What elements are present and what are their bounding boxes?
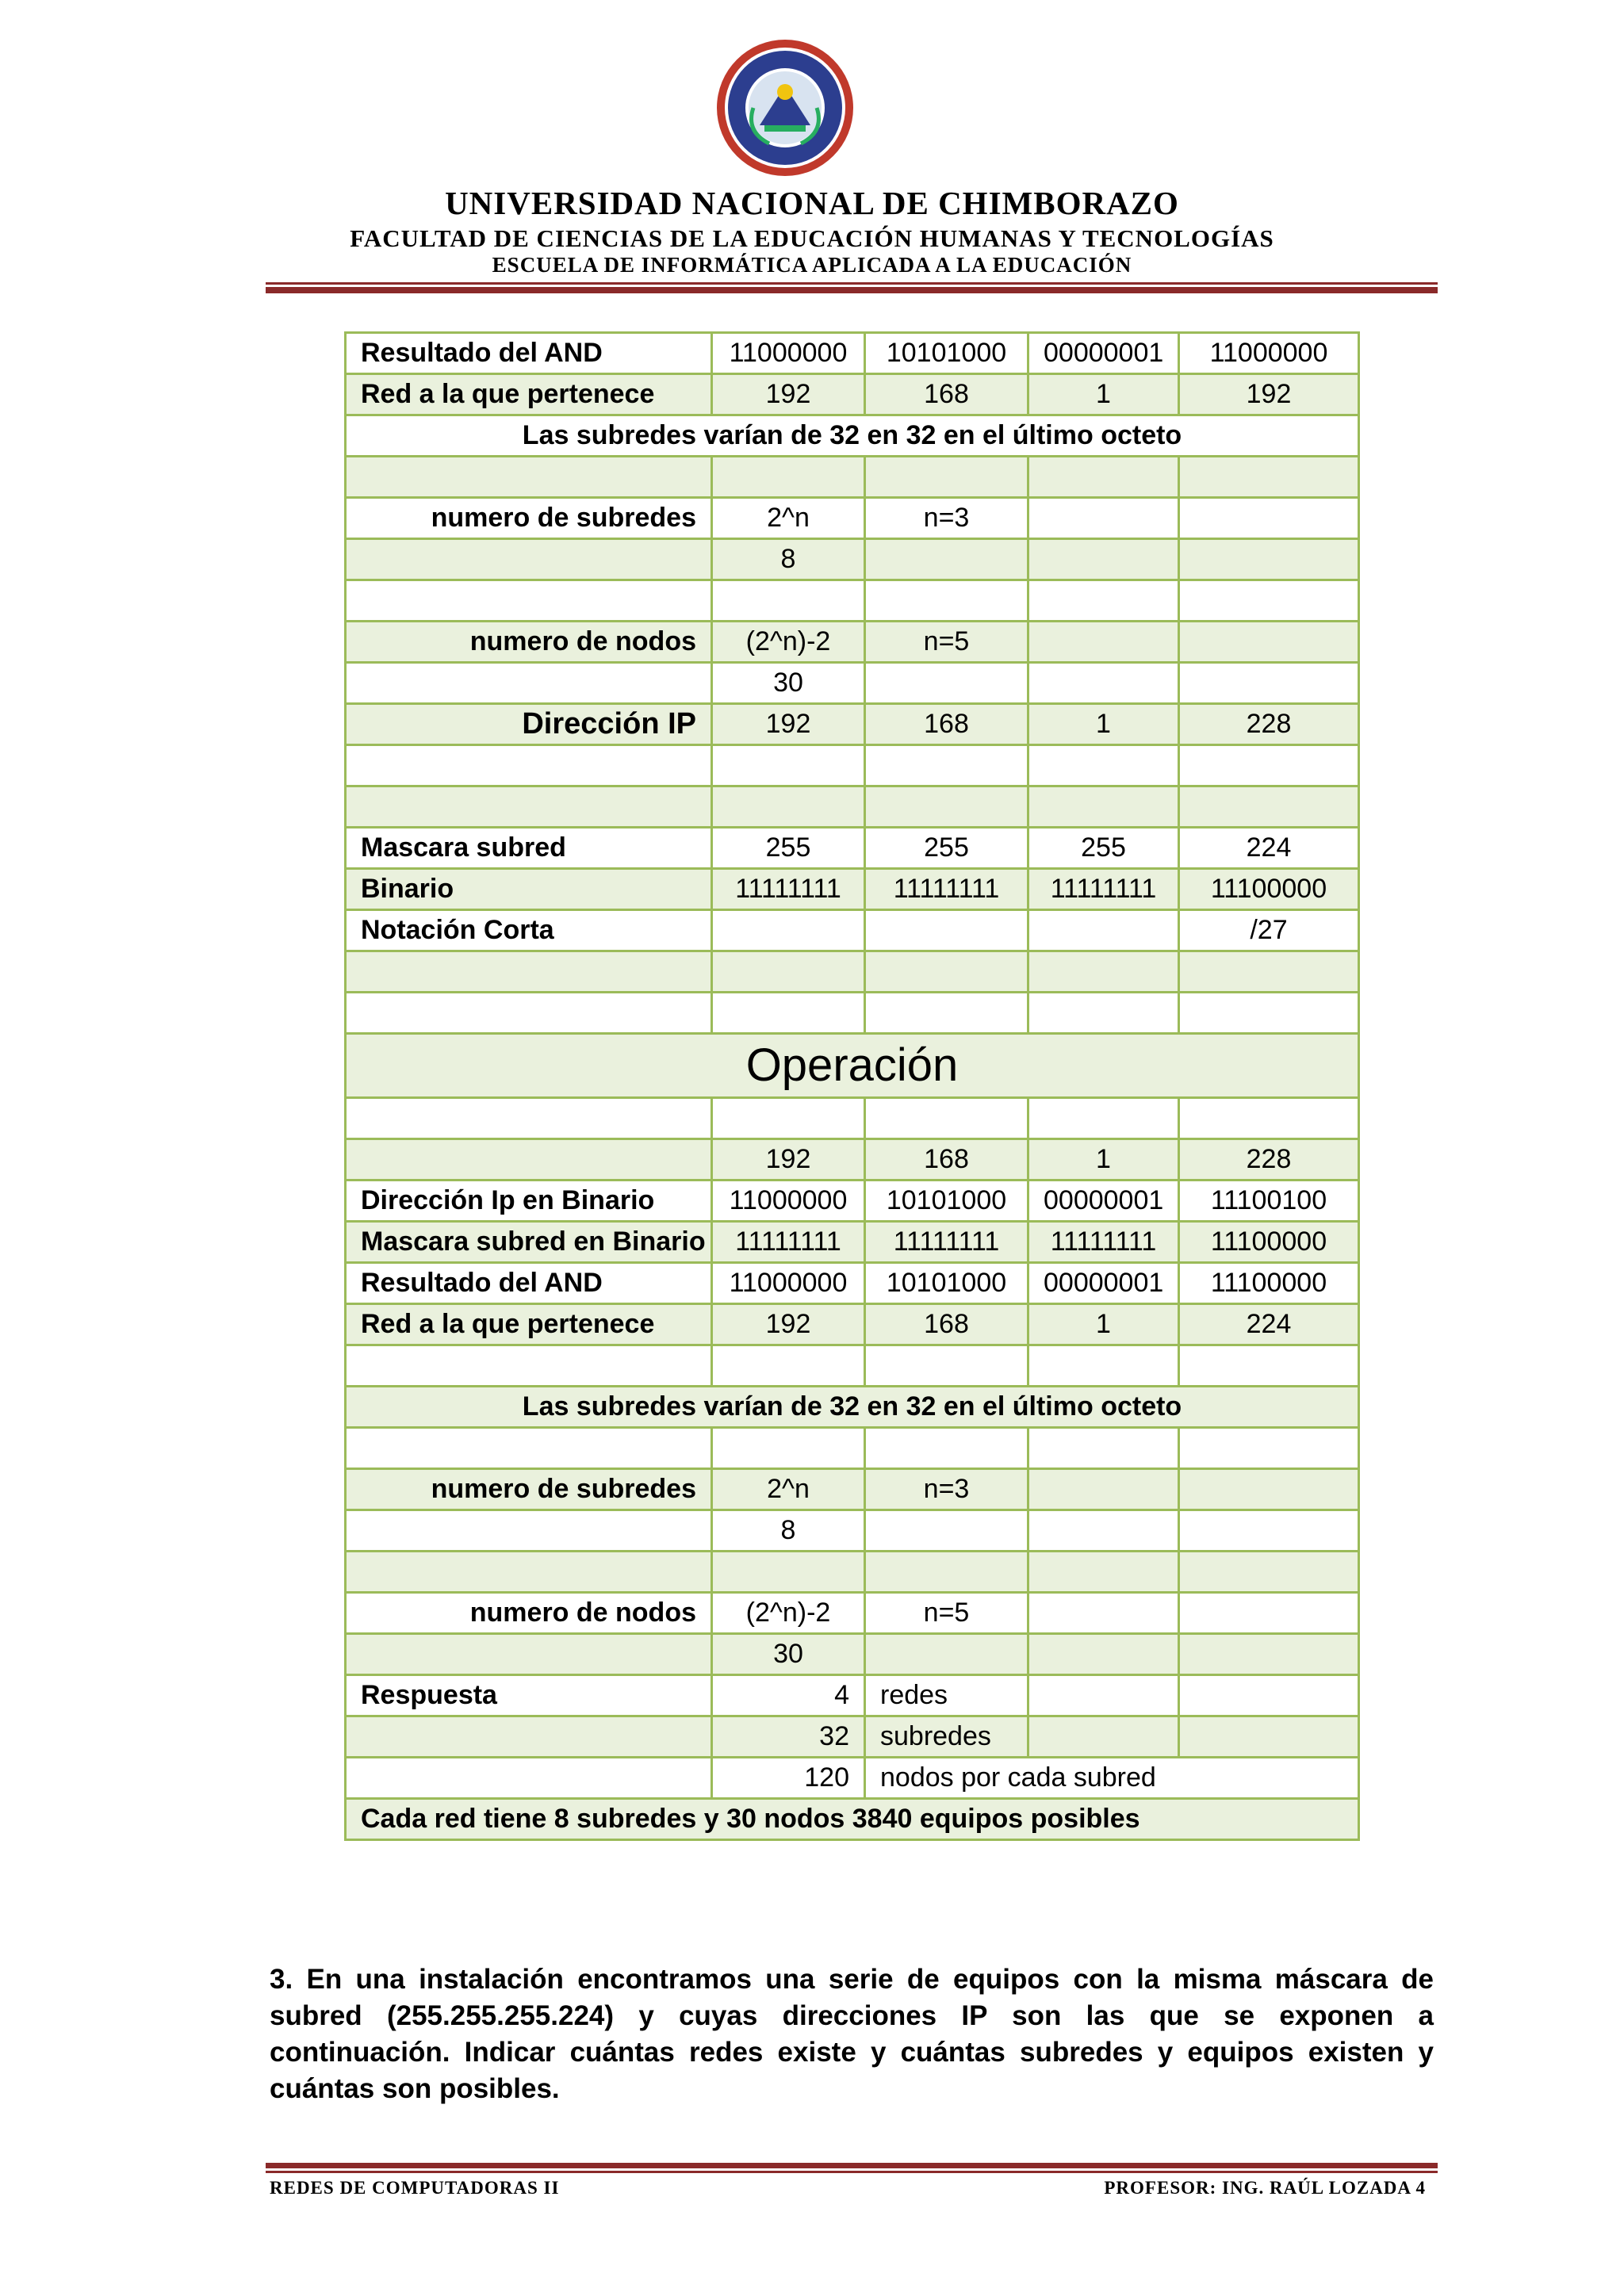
row-label: numero de subredes [346, 498, 712, 539]
table-row [346, 1428, 1359, 1469]
table-cell [1179, 1428, 1359, 1469]
table-cell [1028, 745, 1179, 786]
row-label [346, 1758, 712, 1799]
row-label [346, 580, 712, 622]
table-row [346, 333, 1359, 374]
table-cell: subredes [865, 1716, 1028, 1758]
table-cell [865, 910, 1028, 951]
table-cell: n=3 [865, 498, 1028, 539]
table-cell [865, 1428, 1028, 1469]
row-label [346, 786, 712, 828]
table-cell [1028, 622, 1179, 663]
table-note: Las subredes varían de 32 en 32 en el último octeto [346, 1387, 1359, 1428]
row-label: Respuesta [346, 1675, 712, 1716]
row-label: numero de nodos [346, 1593, 712, 1634]
row-label [346, 993, 712, 1034]
table-cell [712, 457, 865, 498]
table-row [346, 828, 1359, 869]
table-row [346, 1758, 1359, 1799]
table-row [346, 1799, 1359, 1840]
subnet-calculation-table [344, 331, 1360, 1841]
table-cell: 11100000 [1179, 869, 1359, 910]
table-cell [1028, 993, 1179, 1034]
school-name: ESCUELA DE INFORMÁTICA APLICADA A LA EDUCACIÓN [492, 253, 1132, 277]
table-row [346, 1469, 1359, 1510]
row-label [346, 663, 712, 704]
table-row [346, 580, 1359, 622]
table-cell [712, 951, 865, 993]
table-cell [865, 1345, 1028, 1387]
table-cell [865, 951, 1028, 993]
table-row [346, 704, 1359, 745]
table-cell [712, 1098, 865, 1139]
table-note: Cada red tiene 8 subredes y 30 nodos 3840 equipos posibles [346, 1799, 1359, 1840]
table-cell [1028, 1675, 1179, 1716]
table-row [346, 1304, 1359, 1345]
table-cell: 224 [1179, 1304, 1359, 1345]
table-cell [712, 1552, 865, 1593]
row-label [346, 1098, 712, 1139]
table-cell: 10101000 [865, 333, 1028, 374]
table-cell [1179, 457, 1359, 498]
university-name: UNIVERSIDAD NACIONAL DE CHIMBORAZO [445, 185, 1179, 221]
table-row [346, 1387, 1359, 1428]
table-row [346, 786, 1359, 828]
table-cell [712, 786, 865, 828]
table-cell: 255 [1028, 828, 1179, 869]
table-cell: 11100100 [1179, 1181, 1359, 1222]
table-cell [865, 539, 1028, 580]
table-cell [1179, 580, 1359, 622]
table-cell: 00000001 [1028, 1181, 1179, 1222]
header-rule-thick [266, 287, 1438, 293]
row-label: Red a la que pertenece [346, 1304, 712, 1345]
table-cell [1179, 993, 1359, 1034]
row-label [346, 1428, 712, 1469]
row-label [346, 457, 712, 498]
row-label: numero de subredes [346, 1469, 712, 1510]
row-label: Mascara subred [346, 828, 712, 869]
table-cell: 8 [712, 1510, 865, 1552]
table-cell: 192 [712, 1304, 865, 1345]
table-cell [1179, 498, 1359, 539]
table-cell [712, 580, 865, 622]
table-row [346, 1034, 1359, 1098]
table-row [346, 539, 1359, 580]
table-cell: redes [865, 1675, 1028, 1716]
table-row [346, 1181, 1359, 1222]
table-cell: 2^n [712, 1469, 865, 1510]
table-cell [1028, 1469, 1179, 1510]
table-cell: 120 [712, 1758, 865, 1799]
table-cell: 11100000 [1179, 1263, 1359, 1304]
table-cell: 11111111 [865, 1222, 1028, 1263]
table-cell [1179, 622, 1359, 663]
row-label [346, 1139, 712, 1181]
table-cell: 192 [712, 1139, 865, 1181]
table-cell [1179, 539, 1359, 580]
row-label: Dirección Ip en Binario [346, 1181, 712, 1222]
table-cell: 11100000 [1179, 1222, 1359, 1263]
table-cell: /27 [1179, 910, 1359, 951]
table-cell: 30 [712, 1634, 865, 1675]
table-cell: 168 [865, 1139, 1028, 1181]
table-row [346, 1263, 1359, 1304]
table-cell [865, 663, 1028, 704]
table-cell: n=3 [865, 1469, 1028, 1510]
table-cell: 1 [1028, 374, 1179, 415]
table-cell: 228 [1179, 1139, 1359, 1181]
table-cell: 4 [712, 1675, 865, 1716]
table-cell [865, 745, 1028, 786]
table-cell [1028, 663, 1179, 704]
table-cell: 11111111 [865, 869, 1028, 910]
table-cell [865, 786, 1028, 828]
table-cell [1179, 1098, 1359, 1139]
table-cell [865, 1510, 1028, 1552]
table-row [346, 745, 1359, 786]
table-cell: n=5 [865, 622, 1028, 663]
table-cell: 192 [1179, 374, 1359, 415]
table-cell: n=5 [865, 1593, 1028, 1634]
table-cell: 11111111 [1028, 869, 1179, 910]
table-cell: (2^n)-2 [712, 622, 865, 663]
table-cell [1028, 457, 1179, 498]
table-cell: 8 [712, 539, 865, 580]
table-cell: 255 [865, 828, 1028, 869]
table-row [346, 374, 1359, 415]
table-cell [712, 993, 865, 1034]
table-row [346, 951, 1359, 993]
table-row [346, 1593, 1359, 1634]
row-label: Resultado del AND [346, 333, 712, 374]
table-row [346, 1222, 1359, 1263]
table-row [346, 1675, 1359, 1716]
table-cell: 228 [1179, 704, 1359, 745]
table-cell [1028, 1716, 1179, 1758]
table-cell [1179, 1716, 1359, 1758]
table-cell: 168 [865, 704, 1028, 745]
exercise-3-question: 3. En una instalación encontramos una serie de equipos con la misma máscara de subred (255.255.255.224) y cuyas direcciones IP son las que se exponen a continuación. Indicar cuántas redes existe y cuántas subredes y equipos existen y cuántas son posibles. [270, 1964, 1434, 2104]
table-cell: 11000000 [712, 1263, 865, 1304]
table-cell [1028, 786, 1179, 828]
table-cell [1179, 786, 1359, 828]
table-row [346, 910, 1359, 951]
table-cell [865, 580, 1028, 622]
table-cell [1028, 498, 1179, 539]
footer-rule-thick [266, 2163, 1438, 2168]
table-cell: 1 [1028, 1304, 1179, 1345]
table-cell: 30 [712, 663, 865, 704]
table-cell [1028, 1552, 1179, 1593]
table-cell: 11000000 [712, 333, 865, 374]
table-cell: 10101000 [865, 1181, 1028, 1222]
table-cell: 00000001 [1028, 1263, 1179, 1304]
table-note: Las subredes varían de 32 en 32 en el último octeto [346, 415, 1359, 457]
table-cell [712, 910, 865, 951]
table-row [346, 1552, 1359, 1593]
table-row [346, 1098, 1359, 1139]
table-cell: 10101000 [865, 1263, 1028, 1304]
table-cell [1028, 1593, 1179, 1634]
table-cell [1028, 951, 1179, 993]
table-cell: nodos por cada subred [865, 1758, 1359, 1799]
table-row [346, 1634, 1359, 1675]
course-name: REDES DE COMPUTADORAS II [270, 2178, 560, 2198]
row-label [346, 745, 712, 786]
table-cell [1179, 745, 1359, 786]
table-cell: 1 [1028, 704, 1179, 745]
table-cell [1028, 1098, 1179, 1139]
table-row [346, 663, 1359, 704]
footer-rule-thin [266, 2171, 1438, 2173]
row-label: Mascara subred en Binario [346, 1222, 712, 1263]
table-row [346, 1716, 1359, 1758]
table-cell [1028, 539, 1179, 580]
table-cell [1028, 910, 1179, 951]
row-label: Red a la que pertenece [346, 374, 712, 415]
table-row [346, 1345, 1359, 1387]
table-cell [1028, 1428, 1179, 1469]
row-label: numero de nodos [346, 622, 712, 663]
table-cell [865, 457, 1028, 498]
table-cell: 11111111 [1028, 1222, 1179, 1263]
table-cell [712, 745, 865, 786]
table-row [346, 869, 1359, 910]
table-cell: 224 [1179, 828, 1359, 869]
table-cell: 00000001 [1028, 333, 1179, 374]
table-cell: 11111111 [712, 869, 865, 910]
table-cell: 2^n [712, 498, 865, 539]
row-label [346, 1345, 712, 1387]
table-cell: 11000000 [1179, 333, 1359, 374]
row-label: Notación Corta [346, 910, 712, 951]
table-cell: (2^n)-2 [712, 1593, 865, 1634]
table-row [346, 457, 1359, 498]
table-row [346, 1510, 1359, 1552]
table-cell [1028, 1510, 1179, 1552]
table-row [346, 498, 1359, 539]
row-label [346, 1716, 712, 1758]
table-row [346, 1139, 1359, 1181]
table-cell [1179, 1552, 1359, 1593]
table-cell [1179, 1593, 1359, 1634]
table-cell: 192 [712, 704, 865, 745]
row-label [346, 1634, 712, 1675]
table-cell: 168 [865, 1304, 1028, 1345]
table-cell [1179, 1675, 1359, 1716]
table-cell: 32 [712, 1716, 865, 1758]
table-cell [865, 1098, 1028, 1139]
row-label: Resultado del AND [346, 1263, 712, 1304]
section-heading: Operación [346, 1034, 1359, 1098]
table-cell [1028, 1345, 1179, 1387]
table-cell [1179, 1345, 1359, 1387]
table-row [346, 993, 1359, 1034]
table-cell: 1 [1028, 1139, 1179, 1181]
header-rule-thin [266, 282, 1438, 285]
row-label: Dirección IP [346, 704, 712, 745]
faculty-name: FACULTAD DE CIENCIAS DE LA EDUCACIÓN HUMANAS Y TECNOLOGÍAS [350, 224, 1274, 252]
table-cell [1179, 1469, 1359, 1510]
university-seal-logo [714, 36, 856, 179]
row-label [346, 951, 712, 993]
professor-page-number: PROFESOR: ING. RAÚL LOZADA 4 [1104, 2178, 1426, 2198]
table-row [346, 415, 1359, 457]
table-cell: 255 [712, 828, 865, 869]
table-cell: 192 [712, 374, 865, 415]
row-label: Binario [346, 869, 712, 910]
table-cell [712, 1428, 865, 1469]
table-cell [1179, 1510, 1359, 1552]
table-cell [1179, 663, 1359, 704]
table-cell [1028, 580, 1179, 622]
row-label [346, 1552, 712, 1593]
table-row [346, 622, 1359, 663]
table-cell: 11000000 [712, 1181, 865, 1222]
table-cell [712, 1345, 865, 1387]
table-cell [865, 993, 1028, 1034]
table-cell [865, 1634, 1028, 1675]
row-label [346, 539, 712, 580]
row-label [346, 1510, 712, 1552]
table-cell [1179, 951, 1359, 993]
table-cell [1028, 1634, 1179, 1675]
table-cell: 11111111 [712, 1222, 865, 1263]
table-cell [1179, 1634, 1359, 1675]
table-cell: 168 [865, 374, 1028, 415]
table-cell [865, 1552, 1028, 1593]
